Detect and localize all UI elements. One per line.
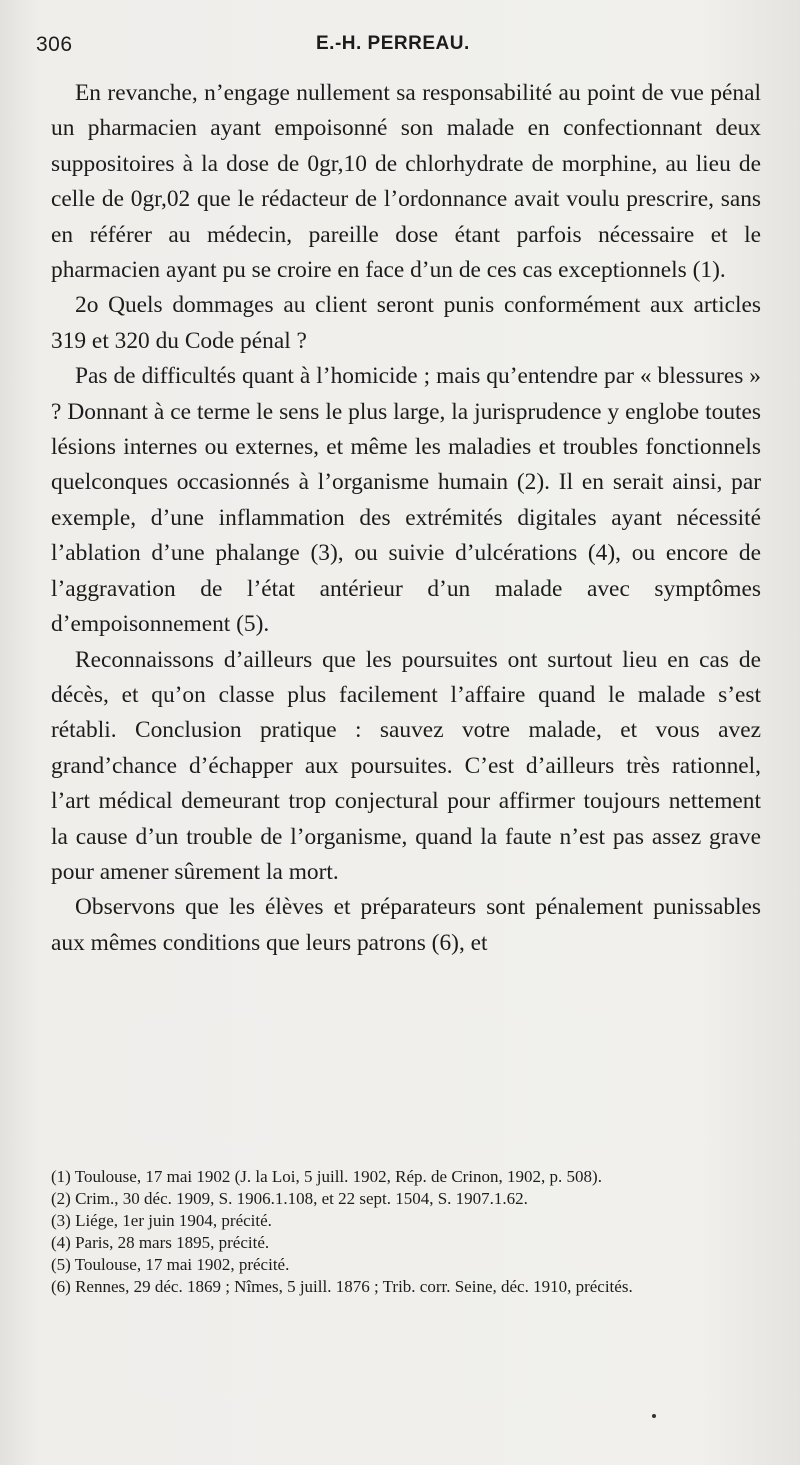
footnote: (1) Toulouse, 17 mai 1902 (J. la Loi, 5 juill. 1902, Rép. de Crinon, 1902, p. 508). — [51, 1167, 602, 1186]
page-number: 306 — [36, 33, 73, 56]
footnote: (2) Crim., 30 déc. 1909, S. 1906.1.108, et 22 sept. 1504, S. 1907.1.62. — [51, 1189, 528, 1208]
paragraph: Observons que les élèves et préparateurs sont pénalement punissables aux mêmes conditions que leurs patrons (6), et — [51, 894, 761, 956]
ink-speck — [652, 1414, 656, 1418]
paragraph: 2o Quels dommages au client seront punis conformément aux articles 319 et 320 du Code pénal ? — [51, 292, 761, 354]
footnote: (3) Liége, 1er juin 1904, précité. — [51, 1211, 272, 1230]
paragraph: En revanche, n’engage nullement sa responsabilité au point de vue pénal un pharmacien ayant empoisonné son malade en confectionnant deux suppositoires à la dose de 0gr,10 de chlorhydrate de morphine, au lieu de celle de 0gr,02 que le rédacteur de l’ordonnance avait voulu prescrire, sans en référer au médecin, pareille dose étant parfois nécessaire et le pharmacien ayant pu se croire en face d’un de ces cas exceptionnels (1). — [51, 80, 761, 284]
footnote: (5) Toulouse, 17 mai 1902, précité. — [51, 1255, 290, 1274]
footnote: (6) Rennes, 29 déc. 1869 ; Nîmes, 5 juill. 1876 ; Trib. corr. Seine, déc. 1910, précités. — [51, 1277, 633, 1296]
page-header — [36, 33, 776, 63]
footnote: (4) Paris, 28 mars 1895, précité. — [51, 1233, 270, 1252]
body-text — [51, 76, 761, 961]
paragraph: Pas de difficultés quant à l’homicide ; mais qu’entendre par « blessures » ? Donnant à ce terme le sens le plus large, la jurisprudence y englobe toutes lésions internes ou externes, et même les maladies et troubles fonctionnels quelconques occasionnés à l’organisme humain (2). Il en serait ainsi, par exemple, d’une inflammation des extrémités digitales ayant nécessité l’ablation d’une phalange (3), ou suivie d’ulcérations (4), ou encore de l’aggravation de l’état antérieur d’un malade avec symptômes d’empoisonnement (5). — [51, 363, 761, 638]
running-head: E.-H. PERREAU. — [316, 33, 470, 54]
footnotes — [51, 1166, 761, 1298]
paragraph: Reconnaissons d’ailleurs que les poursuites ont surtout lieu en cas de décès, et qu’on classe plus facilement l’affaire quand le malade s’est rétabli. Conclusion pratique : sauvez votre malade, et vous avez grand’chance d’échapper aux poursuites. C’est d’ailleurs très rationnel, l’art médical demeurant trop conjectural pour affirmer toujours nettement la cause d’un trouble de l’organisme, quand la faute n’est pas assez grave pour amener sûrement la mort. — [51, 646, 761, 885]
